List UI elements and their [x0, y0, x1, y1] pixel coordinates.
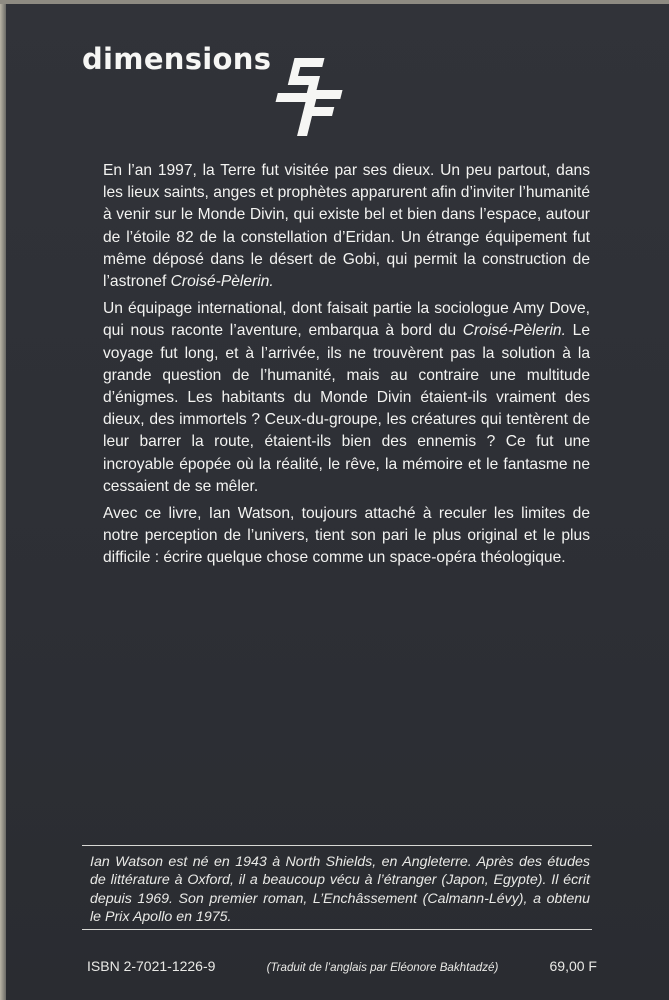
bio-rule-bottom — [82, 929, 592, 930]
blurb-p2-text-a: Un équipage international, dont faisait partie la sociologue Amy Dove, qui nous raconte l’aventure, embarqua à bord du — [103, 300, 590, 340]
page-edge — [0, 0, 6, 1000]
blurb — [103, 160, 590, 575]
book-title-2: Croisé-Pèlerin. — [462, 322, 566, 340]
footer — [87, 958, 597, 974]
bio-rule-top — [82, 845, 592, 846]
sf-logo-icon — [268, 52, 348, 138]
translation-credit: (Traduit de l’anglais par Eléonore Bakhtadzé) — [266, 961, 499, 974]
price: 69,00 F — [549, 958, 597, 974]
blurb-paragraph-3: Avec ce livre, Ian Watson, toujours attaché à reculer les limites de notre perception de l’univers, tient son pari le plus original et le plus difficile : écrire quelque chose comme un space-opéra théologique. — [103, 505, 590, 567]
isbn: ISBN 2-7021-1226-9 — [87, 958, 216, 974]
series-logo-word: dimensions — [82, 42, 272, 76]
author-bio: Ian Watson est né en 1943 à North Shields, en Angleterre. Après des études de littérature à Oxford, il a beaucoup vécu à l’étranger (Japon, Egypte). Il écrit depuis 1969. Son premier roman, L’Enchâssement (Calmann-Lévy), a obtenu le Prix Apollo en 1975. — [90, 854, 590, 925]
blurb-p1-text: En l’an 1997, la Terre fut visitée par ses dieux. Un peu partout, dans les lieux saints, anges et prophètes apparurent afin d’inviter l’humanité à venir sur le Monde Divin, qui existe bel et bien dans l’espace, autour de l’étoile 82 de la constellation d’Eridan. Un étrange équipement fut même déposé dans le désert de Gobi, qui permit la construction de l’astronef — [103, 162, 590, 291]
blurb-p2-text-b: Le voyage fut long, et à l’arrivée, ils ne trouvèrent pas la solution à la grande question de l’humanité, mais au contraire une multitude d’énigmes. Les habitants du Monde Divin étaient-ils vraiment des dieux, des immortels ? Ceux-du-groupe, les créatures qui tentèrent de leur barrer la route, étaient-ils bien des ennemis ? Ce fut une incroyable épopée où la réalité, le rêve, la mémoire et le fantasme ne cessaient de se mêler. — [103, 322, 591, 495]
blurb-paragraph-2 — [103, 298, 590, 498]
book-title: Croisé-Pèlerin. — [170, 273, 274, 291]
blurb-paragraph-1 — [103, 160, 590, 293]
page-edge-top — [0, 0, 669, 4]
